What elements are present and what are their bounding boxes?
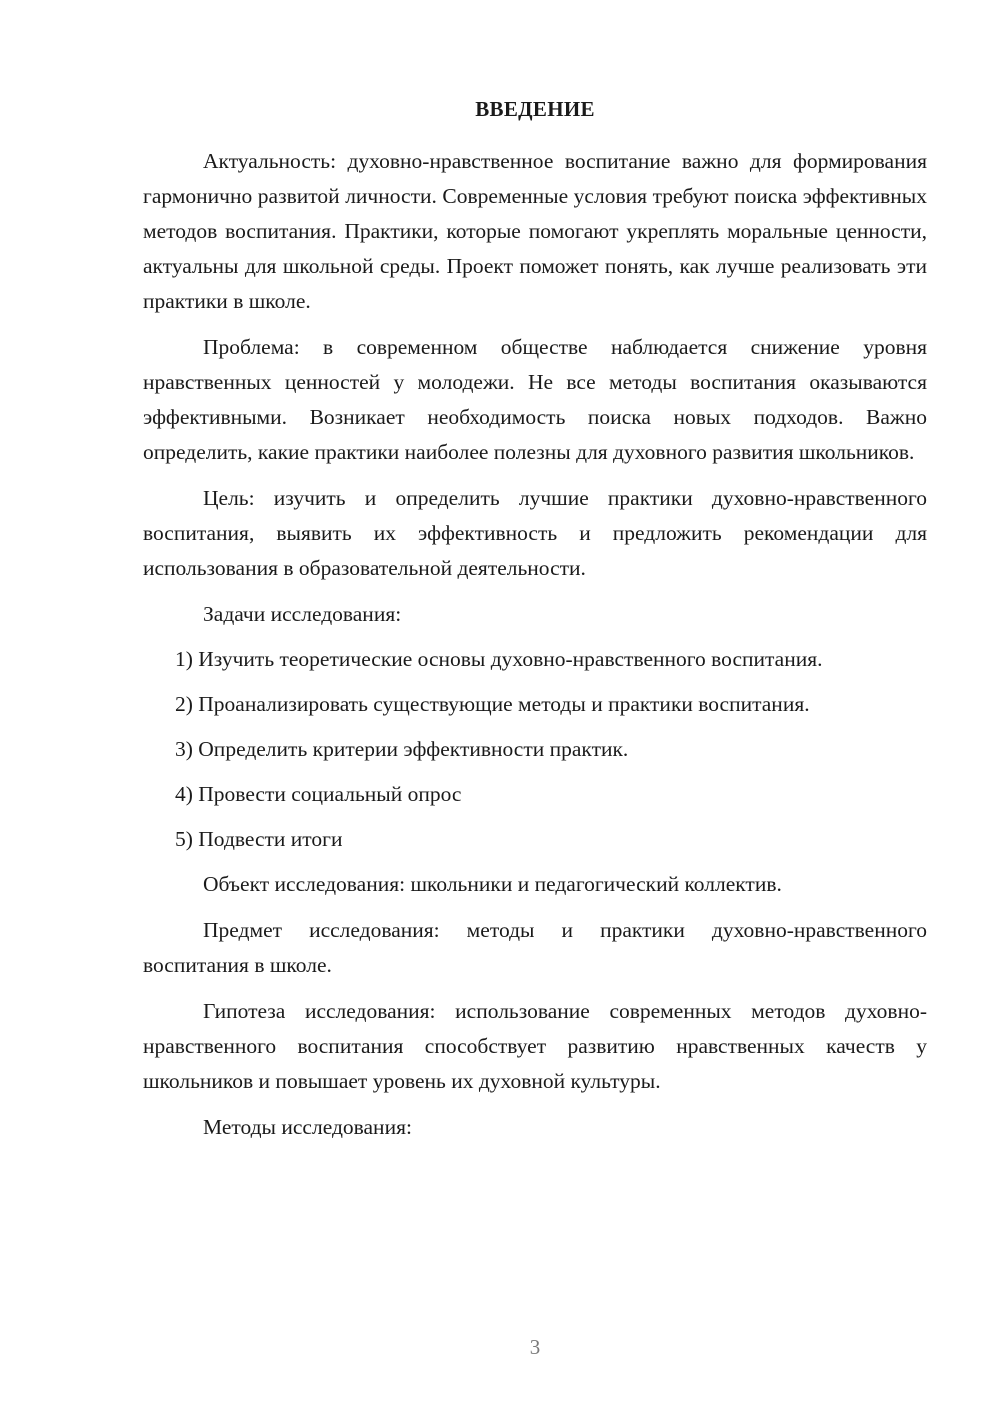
- task-item: 3) Определить критерии эффективности практик.: [175, 737, 629, 761]
- task-item: 4) Провести социальный опрос: [175, 782, 462, 806]
- task-item: 2) Проанализировать существующие методы и практики воспитания.: [175, 692, 810, 716]
- object-paragraph: Объект исследования: школьники и педагогический коллектив.: [203, 872, 782, 896]
- problem-paragraph: Проблема: в современном обществе наблюдается снижение уровня нравственных ценностей у молодежи. Не все методы воспитания оказываются эффективными. Возникает необходимость поиска новых подходов. Важно определить, какие практики наиболее полезны для духовного развития школьников.: [143, 335, 927, 464]
- page-number: 3: [529, 1335, 541, 1359]
- relevance-paragraph: Актуальность: духовно-нравственное воспитание важно для формирования гармонично развитой личности. Современные условия требуют поиска эффективных методов воспитания. Практики, которые помогают укреплять моральные ценности, актуальны для школьной среды. Проект поможет понять, как лучше реализовать эти практики в школе.: [143, 149, 927, 313]
- tasks-heading: Задачи исследования:: [203, 602, 402, 626]
- task-item: 5) Подвести итоги: [175, 827, 343, 851]
- task-item: 1) Изучить теоретические основы духовно-нравственного воспитания.: [175, 647, 823, 671]
- hypothesis-paragraph: Гипотеза исследования: использование современных методов духовно-нравственного воспитания способствует развитию нравственных качеств у школьников и повышает уровень их духовной культуры.: [143, 999, 927, 1093]
- goal-paragraph: Цель: изучить и определить лучшие практики духовно-нравственного воспитания, выявить их эффективность и предложить рекомендации для использования в образовательной деятельности.: [143, 486, 927, 580]
- section-title: ВВЕДЕНИЕ: [475, 97, 595, 121]
- subject-paragraph: Предмет исследования: методы и практики духовно-нравственного воспитания в школе.: [143, 918, 927, 977]
- tasks-list: [143, 642, 927, 857]
- document-page: [143, 94, 927, 1155]
- methods-heading: Методы исследования:: [203, 1115, 412, 1139]
